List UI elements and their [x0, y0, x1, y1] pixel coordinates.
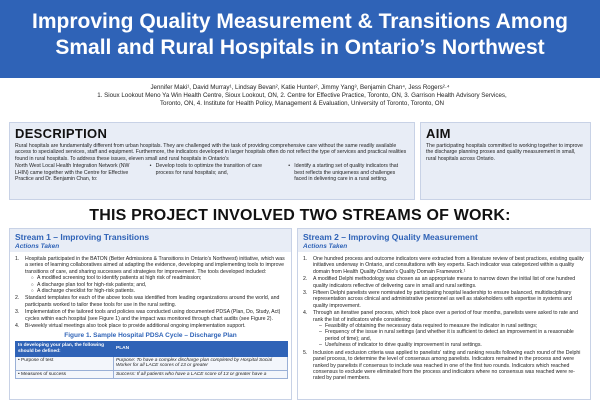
stream-2-panel: [297, 228, 591, 400]
table-row: [16, 356, 288, 370]
title-line-1: Improving Quality Measurement & Transitions Among: [32, 10, 568, 33]
table-header-cell: PLAN: [114, 342, 288, 356]
criteria-item: – Feasibility of obtaining the necessary data required to measure the indicator in rural settings;: [319, 323, 585, 329]
stream-1-panel: [9, 228, 292, 400]
action-number: 1.: [303, 256, 308, 262]
table-header-cell: In developing your plan, the following should be defined:: [16, 342, 114, 356]
action-item: [15, 256, 286, 294]
action-text: One hundred process and outcome indicators were extracted from a literature review of best practices, existing quality initiatives underway in Ontario, and consultations with key experts. Each indicator was categorized within a quality domain from Health Quality Ontario’s Quality Domain Framework.¹: [313, 256, 584, 275]
stream-2-subtitle: Actions Taken: [303, 243, 348, 250]
aim-text: The participating hospitals committed to working together to improve the discharge planning proses and quality measurement in small, rural hospitals across Ontario.: [426, 143, 583, 162]
streams-heading: THIS PROJECT INVOLVED TWO STREAMS OF WORK:: [89, 207, 511, 224]
action-number: 5.: [303, 349, 308, 356]
criteria-item: – Usefulness of indicator to drive quality improvement in rural settings.: [319, 342, 585, 348]
tool-item: ○ A discharge plan tool for high-risk patients; and,: [31, 282, 286, 288]
tools-list: [25, 275, 286, 294]
stream-1-header: [10, 229, 291, 252]
table-cell: Purpose: To have a complex discharge plan completed by Hospital Social Worker for all LACE scores of 13 or greater: [114, 356, 288, 370]
action-number: 2.: [303, 276, 308, 283]
figure-1-title: Figure 1. Sample Hospital PDSA Cycle – Discharge Plan: [64, 332, 237, 340]
description-bullet: • Identify a starting set of quality indicators that best reflects the uniqueness and challenges faced in delivering care in a rural setting.: [288, 163, 409, 182]
action-item: [303, 350, 585, 382]
description-heading: DESCRIPTION: [15, 126, 108, 141]
action-number: 3.: [303, 290, 308, 297]
description-columns: [10, 162, 414, 182]
action-number: 2.: [15, 295, 20, 302]
action-number: 4.: [15, 323, 20, 330]
criteria-item: – Frequency of the issue in rural settings (and whether it is sufficient to detect an improvement in a reasonable period of time); and,: [319, 329, 585, 342]
stream-2-actions: [298, 252, 590, 382]
action-item: [303, 276, 585, 289]
action-text: Bi-weekly virtual meetings also took place to provide additional ongoing implementation support.: [25, 323, 246, 330]
action-text: A modified Delphi methodology was chosen as an appropriate means to narrow down the initial list of one hundred quality indicators reflective of delivering care in small and rural settings.: [313, 276, 576, 289]
stream-2-header: [298, 229, 590, 252]
action-text: Fifteen Delphi panelists were nominated by participating hospital leadership to ensure balanced, multidisciplinary representation across clinical and administrative personnel as well as stakeholders with expertise in systems and quality improvement.: [313, 290, 572, 309]
table-header-row: [16, 342, 288, 356]
action-number: 4.: [303, 310, 308, 317]
action-item: [303, 310, 585, 348]
tool-item: ○ A modified screening tool to identify patients at high risk of readmission;: [31, 275, 286, 281]
description-bullet: • Develop tools to optimize the transition of care process for rural hospitals; and,: [150, 163, 281, 176]
action-text: Inclusion and exclusion criteria was applied to panelists’ rating and ranking results following each round of the Delphi panel process, to determine the level of consensus among panelists. Indicators remained in the process and were ranked by panelists if consensus to include was reached in one of the first two rounds. Indicators which reached consensus to exclude were eliminated from the process and indicators where no consensus was reached were re-rated by panel members.: [313, 349, 581, 382]
aim-heading: AIM: [426, 126, 451, 141]
stream-1-subtitle: Actions Taken: [15, 243, 60, 250]
table-cell: Success: If all patients who have a LACE score of 13 or greater have a: [114, 370, 288, 379]
action-number: 1.: [15, 256, 20, 262]
action-text: Implementation of the tailored tools and policies was conducted using documented PDSA (Plan, Do, Study, Act) cycles within each hospital (see Figure 1) and the impact was monitored through chart audits (see Figure 2).: [25, 309, 281, 322]
action-item: [15, 295, 286, 308]
description-intro: North West Local Health Integration Network (NW LHIN) came together with the Centre for Effective Practice and Dr. Benjamin Chan, to:: [15, 163, 130, 183]
action-item: [303, 290, 585, 309]
action-item: [303, 256, 585, 275]
pdsa-table: [15, 341, 288, 379]
action-number: 3.: [15, 309, 20, 316]
action-item: [15, 309, 286, 322]
aim-section: [420, 122, 591, 200]
table-row: [16, 370, 288, 379]
stream-1-actions: [10, 252, 291, 329]
action-item: [15, 323, 286, 329]
action-text: Standard templates for each of the above tools was identified from leading organizations around the world, and participants worked to tailor these tools for use in the rural setting.: [25, 295, 280, 308]
action-text: Hospitals participated in the BATON (Better Admissions & Transitions in Ontario’s Northwest) initiative, which was a series of learning collaboratives aimed at adapting the evidence, developing and implementing tools to improve transitions of care, and sharing successes and strategies for improvement. The tools developed included:: [25, 256, 285, 275]
tool-item: ○ A discharge checklist for high-risk patients.: [31, 288, 286, 294]
description-bullets-right: [280, 163, 409, 182]
poster-title: [0, 9, 600, 61]
table-cell: • Measures of success: [16, 370, 114, 379]
action-text: Through an iterative panel process, which took place over a period of four months, panelists were asked to rate and rank the list of indicators while considering:: [313, 310, 579, 323]
affiliations: 1. Sioux Lookout Meno Ya Win Health Centre, Sioux Lookout, ON, 2. Centre for Effective Practice, Toronto, ON, 3. Garrison Health Advisory Services, Toronto, ON, 4. Institute for Health Policy, Management & Evaluation, University of Toronto, Toronto, ON: [97, 92, 507, 107]
criteria-list: [313, 323, 585, 349]
title-line-2: Small and Rural Hospitals in Ontario’s Northwest: [55, 36, 545, 59]
stream-1-title: Stream 1 – Improving Transitions: [15, 232, 150, 242]
description-paragraph: Rural hospitals are fundamentally different from urban hospitals. They are challenged with the task of providing comprehensive care without the same readily available access to specialized services, staff and equipment. Furthermore, the indicators developed in larger hospitals often do not reflect the type of services and practical realities found in rural hospitals. To address these issues, eleven small and rural hospitals in Ontario’s: [15, 143, 407, 162]
author-list: Jennifer Maki¹, David Murray¹, Lindsay Bevan², Katie Hunter², Jimmy Yang³, Benjamin Chan⁴, Jess Rogers²·⁴: [150, 84, 450, 91]
table-cell: • Purpose of test: [16, 356, 114, 370]
description-section: [9, 122, 415, 200]
description-bullets-mid: [142, 163, 281, 182]
stream-2-title: Stream 2 – Improving Quality Measurement: [303, 232, 478, 242]
